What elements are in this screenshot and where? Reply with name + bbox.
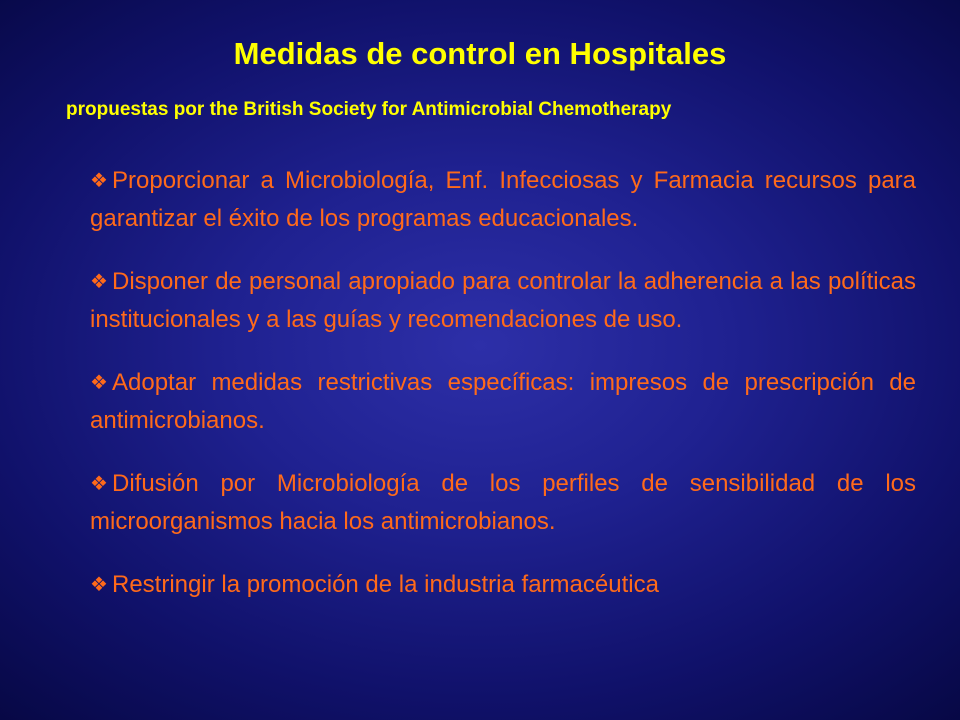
slide-title: Medidas de control en Hospitales	[233, 36, 727, 71]
bullet-item	[90, 364, 916, 440]
bullet-item	[90, 263, 916, 339]
diamond-bullet-icon: ❖	[90, 271, 108, 293]
bullet-item	[90, 566, 916, 604]
bullet-text: Restringir la promoción de la industria farmacéutica	[112, 571, 659, 598]
bullet-list	[90, 162, 916, 604]
bullet-item	[90, 465, 916, 541]
bullet-text: Proporcionar a Microbiología, Enf. Infecciosas y Farmacia recursos para garantizar el éxito de los programas educacionales.	[90, 167, 916, 232]
slide-subtitle: propuestas por the British Society for Antimicrobial Chemotherapy	[66, 99, 672, 120]
diamond-bullet-icon: ❖	[90, 473, 108, 495]
diamond-bullet-icon: ❖	[90, 170, 108, 192]
bullet-text: Disponer de personal apropiado para controlar la adherencia a las políticas institucionales y a las guías y recomendaciones de uso.	[90, 268, 916, 333]
bullet-item	[90, 162, 916, 238]
bullet-text: Adoptar medidas restrictivas específicas: impresos de prescripción de antimicrobianos.	[90, 369, 916, 434]
diamond-bullet-icon: ❖	[90, 372, 108, 394]
diamond-bullet-icon: ❖	[90, 574, 108, 596]
bullet-text: Difusión por Microbiología de los perfiles de sensibilidad de los microorganismos hacia los antimicrobianos.	[90, 470, 916, 535]
